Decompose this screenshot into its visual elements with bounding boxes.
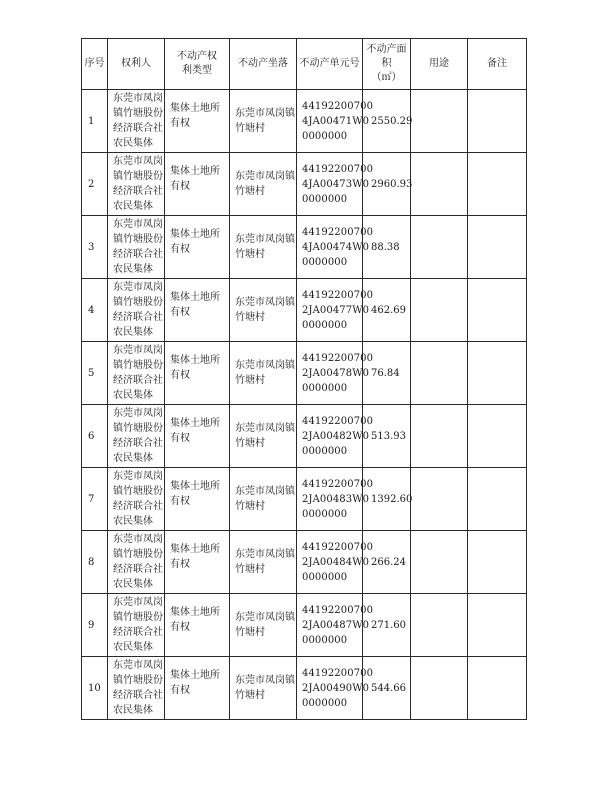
cell-unit-number: 44192200700 4JA00474W0 0000000	[297, 216, 363, 279]
cell-unit-number: 44192200700 4JA00471W0 0000000	[297, 90, 363, 153]
cell-area: 513.93	[363, 405, 411, 468]
cell-use	[411, 405, 468, 468]
header-owner: 权利人	[108, 39, 165, 90]
table-row	[82, 468, 527, 531]
cell-right-type	[165, 468, 230, 531]
table-row	[82, 153, 527, 216]
cell-right-type-text: 集体土地所 有权	[170, 481, 220, 507]
cell-note	[468, 405, 527, 468]
cell-owner: 东莞市凤岗 镇竹塘股份 经济联合社 农民集体	[108, 90, 165, 153]
header-area: 不动产面积 （㎡）	[363, 39, 411, 90]
cell-right-type-text: 集体土地所 有权	[170, 670, 220, 696]
cell-right-type-text: 集体土地所 有权	[170, 166, 220, 192]
cell-no: 7	[82, 468, 108, 531]
cell-no: 6	[82, 405, 108, 468]
cell-unit-number: 44192200700 2JA00482W0 0000000	[297, 405, 363, 468]
cell-location: 东莞市凤岗镇 竹塘村	[230, 405, 297, 468]
cell-no: 4	[82, 279, 108, 342]
table-row	[82, 405, 527, 468]
cell-use	[411, 468, 468, 531]
cell-note	[468, 279, 527, 342]
cell-area: 462.69	[363, 279, 411, 342]
cell-no: 1	[82, 90, 108, 153]
cell-location: 东莞市凤岗镇 竹塘村	[230, 90, 297, 153]
cell-note	[468, 531, 527, 594]
cell-owner: 东莞市凤岗 镇竹塘股份 经济联合社 农民集体	[108, 279, 165, 342]
cell-use	[411, 279, 468, 342]
cell-area: 76.84	[363, 342, 411, 405]
header-note: 备注	[468, 39, 527, 90]
cell-no: 9	[82, 594, 108, 657]
cell-use	[411, 342, 468, 405]
cell-owner: 东莞市凤岗 镇竹塘股份 经济联合社 农民集体	[108, 657, 165, 720]
cell-right-type-text: 集体土地所 有权	[170, 607, 220, 633]
cell-note	[468, 216, 527, 279]
cell-unit-number: 44192200700 2JA00483W0 0000000	[297, 468, 363, 531]
header-location: 不动产坐落	[230, 39, 297, 90]
header-no: 序号	[82, 39, 108, 90]
cell-unit-number: 44192200700 2JA00487W0 0000000	[297, 594, 363, 657]
cell-unit-number: 44192200700 2JA00490W0 0000000	[297, 657, 363, 720]
cell-location: 东莞市凤岗镇 竹塘村	[230, 594, 297, 657]
cell-area: 88.38	[363, 216, 411, 279]
cell-right-type	[165, 657, 230, 720]
property-rights-table	[81, 38, 527, 720]
table-row	[82, 216, 527, 279]
header-right-type: 不动产权 利类型	[165, 39, 230, 90]
cell-owner: 东莞市凤岗 镇竹塘股份 经济联合社 农民集体	[108, 468, 165, 531]
cell-use	[411, 90, 468, 153]
cell-use	[411, 531, 468, 594]
header-unit-number: 不动产单元号	[297, 39, 363, 90]
cell-no: 8	[82, 531, 108, 594]
cell-no: 10	[82, 657, 108, 720]
table-row	[82, 279, 527, 342]
table-header-row	[82, 39, 527, 90]
cell-note	[468, 657, 527, 720]
cell-right-type-text: 集体土地所 有权	[170, 103, 220, 129]
cell-right-type	[165, 90, 230, 153]
cell-location: 东莞市凤岗镇 竹塘村	[230, 216, 297, 279]
cell-area: 2550.29	[363, 90, 411, 153]
cell-use	[411, 657, 468, 720]
cell-right-type	[165, 342, 230, 405]
cell-right-type-text: 集体土地所 有权	[170, 229, 220, 255]
cell-use	[411, 216, 468, 279]
cell-note	[468, 342, 527, 405]
cell-location: 东莞市凤岗镇 竹塘村	[230, 279, 297, 342]
cell-area: 544.66	[363, 657, 411, 720]
cell-unit-number: 44192200700 4JA00473W0 0000000	[297, 153, 363, 216]
cell-owner: 东莞市凤岗 镇竹塘股份 经济联合社 农民集体	[108, 594, 165, 657]
cell-location: 东莞市凤岗镇 竹塘村	[230, 468, 297, 531]
cell-right-type	[165, 153, 230, 216]
cell-location: 东莞市凤岗镇 竹塘村	[230, 657, 297, 720]
cell-owner: 东莞市凤岗 镇竹塘股份 经济联合社 农民集体	[108, 216, 165, 279]
cell-right-type	[165, 279, 230, 342]
table-row	[82, 342, 527, 405]
cell-unit-number: 44192200700 2JA00478W0 0000000	[297, 342, 363, 405]
cell-location: 东莞市凤岗镇 竹塘村	[230, 342, 297, 405]
cell-unit-number: 44192200700 2JA00484W0 0000000	[297, 531, 363, 594]
cell-area: 266.24	[363, 531, 411, 594]
cell-note	[468, 90, 527, 153]
cell-owner: 东莞市凤岗 镇竹塘股份 经济联合社 农民集体	[108, 531, 165, 594]
cell-owner: 东莞市凤岗 镇竹塘股份 经济联合社 农民集体	[108, 153, 165, 216]
table-row	[82, 531, 527, 594]
cell-location: 东莞市凤岗镇 竹塘村	[230, 153, 297, 216]
cell-use	[411, 594, 468, 657]
cell-use	[411, 153, 468, 216]
cell-no: 5	[82, 342, 108, 405]
cell-area: 271.60	[363, 594, 411, 657]
cell-right-type-text: 集体土地所 有权	[170, 355, 220, 381]
cell-unit-number: 44192200700 2JA00477W0 0000000	[297, 279, 363, 342]
cell-no: 2	[82, 153, 108, 216]
cell-note	[468, 153, 527, 216]
cell-right-type	[165, 216, 230, 279]
cell-right-type	[165, 405, 230, 468]
cell-area: 2960.93	[363, 153, 411, 216]
header-use: 用途	[411, 39, 468, 90]
table-row	[82, 90, 527, 153]
cell-right-type	[165, 531, 230, 594]
cell-owner: 东莞市凤岗 镇竹塘股份 经济联合社 农民集体	[108, 405, 165, 468]
cell-location: 东莞市凤岗镇 竹塘村	[230, 531, 297, 594]
cell-area: 1392.60	[363, 468, 411, 531]
cell-right-type-text: 集体土地所 有权	[170, 292, 220, 318]
cell-owner: 东莞市凤岗 镇竹塘股份 经济联合社 农民集体	[108, 342, 165, 405]
cell-right-type-text: 集体土地所 有权	[170, 544, 220, 570]
cell-note	[468, 468, 527, 531]
table-row	[82, 657, 527, 720]
cell-right-type-text: 集体土地所 有权	[170, 418, 220, 444]
cell-right-type	[165, 594, 230, 657]
cell-no: 3	[82, 216, 108, 279]
table-row	[82, 594, 527, 657]
cell-note	[468, 594, 527, 657]
